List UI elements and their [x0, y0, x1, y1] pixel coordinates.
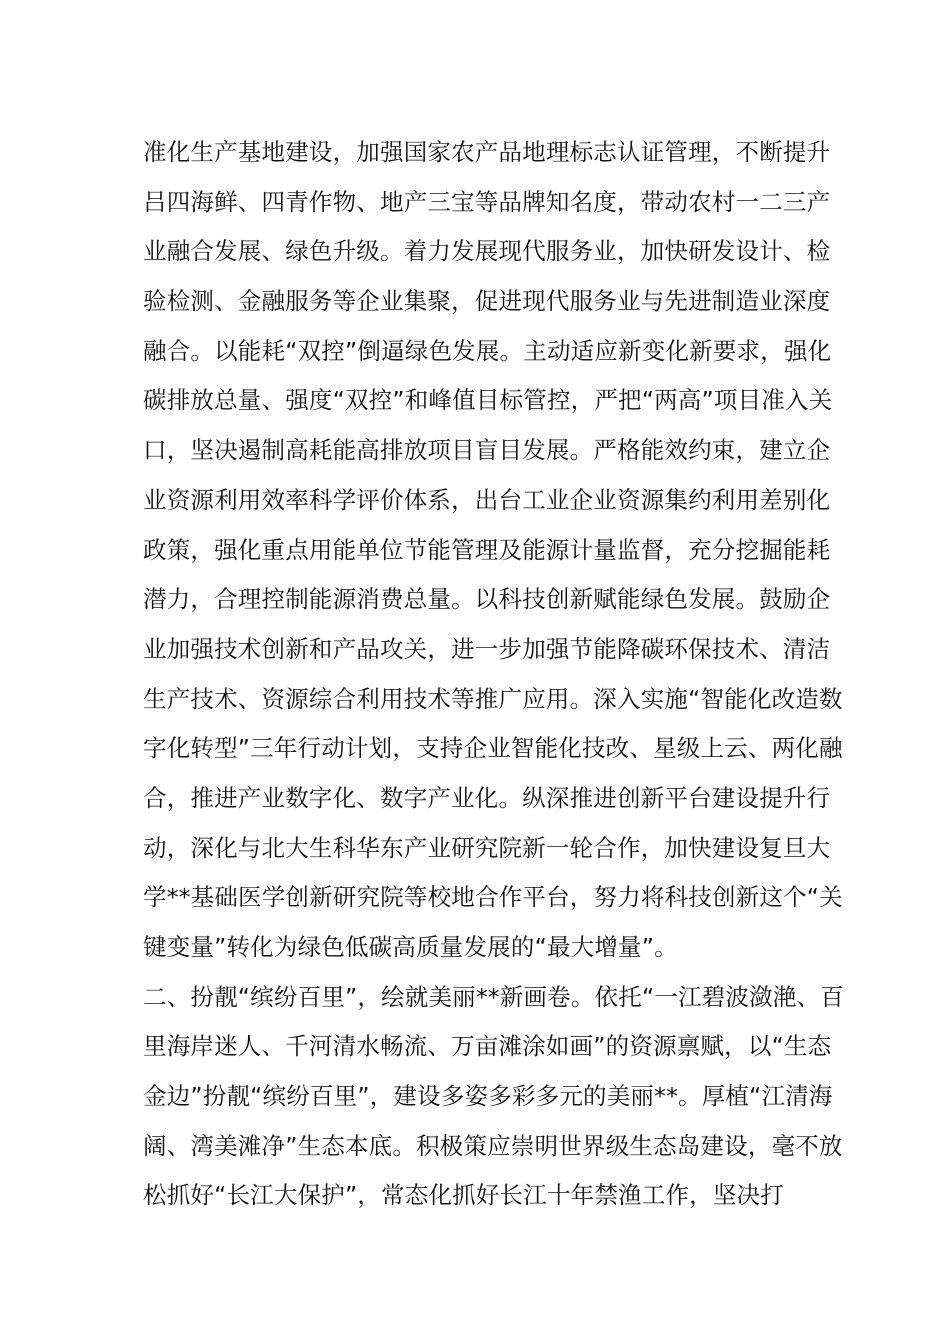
text-line: 潜力，合理控制能源消费总量。以科技创新赋能绿色发展。鼓励企: [143, 585, 831, 614]
text-line: 阔、湾美滩净”生态本底。积极策应崇明世界级生态岛建设，毫不放: [143, 1131, 843, 1160]
text-line: 碳排放总量、强度“双控”和峰值目标管控，严把“两高”项目准入关: [143, 386, 833, 415]
text-line: 融合。以能耗“双控”倒逼绿色发展。主动适应新变化新要求，强化: [143, 336, 832, 365]
text-line: 字化转型”三年行动计划，支持企业智能化技改、星级上云、两化融: [143, 734, 843, 763]
text-line: 业资源利用效率科学评价体系，出台工业企业资源集约利用差别化: [143, 485, 831, 514]
text-line: 松抓好“长江大保护”，常态化抓好长江十年禁渔工作，坚决打: [143, 1181, 784, 1210]
text-line: 业加强技术创新和产品攻关，进一步加强节能降碳环保技术、清洁: [143, 634, 831, 663]
text-line: 生产技术、资源综合利用技术等推广应用。深入实施“智能化改造数: [143, 684, 843, 713]
text-line: 业融合发展、绿色升级。着力发展现代服务业，加快研发设计、检: [143, 237, 831, 266]
text-line: 键变量”转化为绿色低碳高质量发展的“最大增量”。: [143, 933, 678, 961]
text-line: 金边”扮靓“缤纷百里”，建设多姿多彩多元的美丽**。厚植“江清海: [143, 1082, 833, 1111]
text-line: 验检测、金融服务等企业集聚，促进现代服务业与先进制造业深度: [143, 287, 831, 316]
section-heading-line: 二、扮靓“缤纷百里”，绘就美丽**新画卷。依托“一江碧波潋滟、百: [143, 982, 844, 1011]
text-line: 吕四海鲜、四青作物、地产三宝等品牌知名度，带动农村一二三产: [143, 187, 831, 216]
text-line: 准化生产基地建设，加强国家农产品地理标志认证管理，不断提升: [143, 138, 831, 166]
text-line: 学**基础医学创新研究院等校地合作平台，努力将科技创新这个“关: [143, 883, 843, 912]
text-line: 合，推进产业数字化、数字产业化。纵深推进创新平台建设提升行: [143, 783, 831, 812]
text-line: 政策，强化重点用能单位节能管理及能源计量监督，充分挖掘能耗: [143, 535, 831, 564]
text-line: 口，坚决遏制高耗能高排放项目盲目发展。严格能效约束，建立企: [143, 436, 831, 465]
text-line: 里海岸迷人、千河清水畅流、万亩滩涂如画”的资源禀赋，以“生态: [143, 1032, 832, 1061]
text-line: 动，深化与北大生科华东产业研究院新一轮合作，加快建设复旦大: [143, 833, 831, 862]
body-text: [143, 128, 844, 1221]
